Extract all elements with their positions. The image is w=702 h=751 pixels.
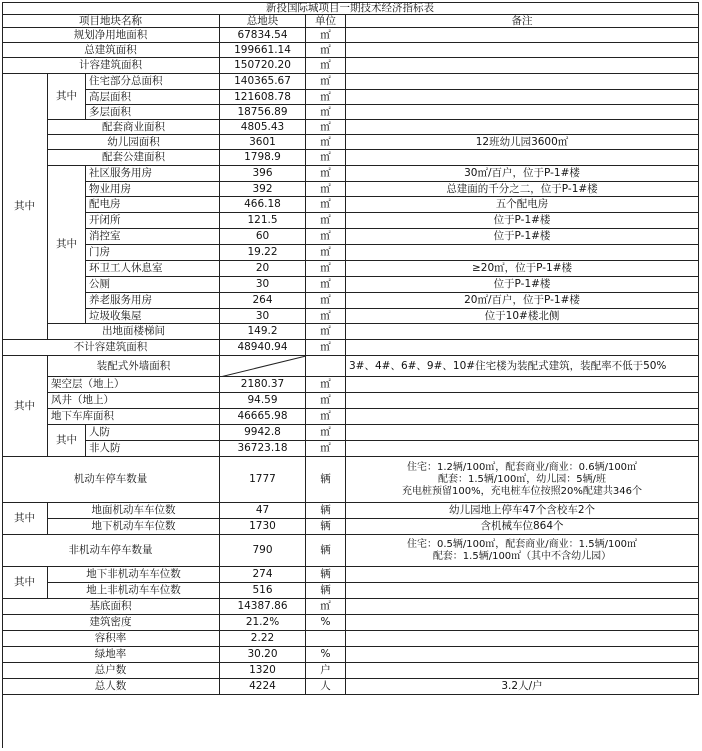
economic-indicator-table	[2, 2, 699, 748]
row-unit: 辆	[306, 519, 346, 535]
row-label: 多层面积	[86, 105, 220, 120]
row-remark	[346, 393, 699, 409]
row-value: 516	[220, 583, 306, 599]
row-remark: 位于10#楼北侧	[346, 309, 699, 324]
row-remark: 位于P-1#楼	[346, 213, 699, 229]
row-label: 养老服务用房	[86, 293, 220, 309]
row-value: 2180.37	[220, 377, 306, 393]
row-value: 1730	[220, 519, 306, 535]
row-remark: 3.2人/户	[346, 679, 699, 695]
row-remark	[346, 567, 699, 583]
row-label: 开闭所	[86, 213, 220, 229]
group-label: 其中	[2, 503, 48, 535]
row-value: 274	[220, 567, 306, 583]
row-value: 466.18	[220, 197, 306, 213]
row-value: 47	[220, 503, 306, 519]
row-remark: 3#、4#、6#、9#、10#住宅楼为装配式建筑，装配率不低于50%	[346, 356, 699, 377]
row-value: 94.59	[220, 393, 306, 409]
row-unit: ㎡	[306, 166, 346, 182]
row-label: 规划净用地面积	[2, 28, 220, 43]
row-remark	[346, 599, 699, 615]
row-unit: ㎡	[306, 293, 346, 309]
header-item: 项目地块名称	[2, 15, 220, 28]
row-unit: ㎡	[306, 105, 346, 120]
row-label: 配套公建面积	[48, 150, 220, 166]
row-label: 配套商业面积	[48, 120, 220, 135]
row-value: 20	[220, 261, 306, 277]
row-value: 790	[220, 535, 306, 567]
row-label: 地面机动车车位数	[48, 503, 220, 519]
row-remark	[346, 43, 699, 58]
header-total: 总地块	[220, 15, 306, 28]
row-value: 30	[220, 309, 306, 324]
row-remark	[346, 340, 699, 356]
row-label: 人防	[86, 425, 220, 441]
row-label: 垃圾收集屋	[86, 309, 220, 324]
row-remark: 幼儿园地上停车47个含校车2个	[346, 503, 699, 519]
row-unit: ㎡	[306, 261, 346, 277]
row-label: 门房	[86, 245, 220, 261]
group-label: 其中	[48, 425, 86, 457]
row-remark	[346, 409, 699, 425]
row-remark: 含机械车位864个	[346, 519, 699, 535]
row-unit: ㎡	[306, 393, 346, 409]
row-remark	[346, 120, 699, 135]
row-label: 计容建筑面积	[2, 58, 220, 74]
row-value: 1798.9	[220, 150, 306, 166]
row-value: 30.20	[220, 647, 306, 663]
row-label: 出地面楼梯间	[48, 324, 220, 340]
row-label: 机动车停车数量	[2, 457, 220, 503]
row-remark	[346, 583, 699, 599]
row-unit: ㎡	[306, 43, 346, 58]
row-remark	[346, 425, 699, 441]
row-label: 绿地率	[2, 647, 220, 663]
row-label: 总户数	[2, 663, 220, 679]
row-unit	[306, 356, 346, 377]
header-unit: 单位	[306, 15, 346, 28]
row-value: 392	[220, 182, 306, 197]
row-value: 36723.18	[220, 441, 306, 457]
group-label: 其中	[2, 74, 48, 340]
group-label: 其中	[2, 356, 48, 457]
row-unit: ㎡	[306, 213, 346, 229]
row-unit: ㎡	[306, 309, 346, 324]
row-remark: 20㎡/百户，位于P-1#楼	[346, 293, 699, 309]
row-value: 46665.98	[220, 409, 306, 425]
row-unit: 辆	[306, 457, 346, 503]
row-unit: 辆	[306, 567, 346, 583]
row-value: 199661.14	[220, 43, 306, 58]
row-remark	[346, 324, 699, 340]
row-unit: %	[306, 647, 346, 663]
row-unit: ㎡	[306, 58, 346, 74]
row-label: 消控室	[86, 229, 220, 245]
row-label: 总建筑面积	[2, 43, 220, 58]
row-unit: ㎡	[306, 377, 346, 393]
row-unit: ㎡	[306, 324, 346, 340]
row-remark	[346, 105, 699, 120]
remark-line: 配套：1.5辆/100㎡（其中不含幼儿园）	[432, 550, 612, 562]
row-label: 配电房	[86, 197, 220, 213]
row-remark	[346, 150, 699, 166]
remark-line: 住宅：1.2辆/100㎡，配套商业/商业：0.6辆/100㎡	[406, 461, 638, 473]
row-remark	[346, 615, 699, 631]
row-unit: 辆	[306, 583, 346, 599]
row-value: 19.22	[220, 245, 306, 261]
row-unit: ㎡	[306, 74, 346, 90]
row-value: 3601	[220, 135, 306, 150]
remark-line: 住宅：0.5辆/100㎡，配套商业/商业：1.5辆/100㎡	[406, 538, 638, 550]
remark-line: 充电桩预留100%，充电桩车位按照20%配建共346个	[402, 485, 642, 497]
row-unit: 辆	[306, 503, 346, 519]
row-label: 非机动车停车数量	[2, 535, 220, 567]
row-remark: 总建面的千分之二，位于P-1#楼	[346, 182, 699, 197]
row-label: 地下车库面积	[48, 409, 220, 425]
row-value: 1320	[220, 663, 306, 679]
row-value: 21.2%	[220, 615, 306, 631]
row-remark	[346, 441, 699, 457]
row-remark: ≥20㎡，位于P-1#楼	[346, 261, 699, 277]
row-unit: ㎡	[306, 340, 346, 356]
row-remark: 五个配电房	[346, 197, 699, 213]
row-value: 67834.54	[220, 28, 306, 43]
row-unit: %	[306, 615, 346, 631]
row-label: 基底面积	[2, 599, 220, 615]
row-remark	[346, 74, 699, 90]
row-remark	[346, 28, 699, 43]
row-remark: 12班幼儿园3600㎡	[346, 135, 699, 150]
row-remark: 位于P-1#楼	[346, 277, 699, 293]
row-label: 容积率	[2, 631, 220, 647]
row-unit: 户	[306, 663, 346, 679]
group-label: 其中	[48, 74, 86, 120]
table-title: 新投国际城项目一期技术经济指标表	[2, 2, 699, 15]
row-remark	[346, 58, 699, 74]
row-value: 9942.8	[220, 425, 306, 441]
header-remark: 备注	[346, 15, 699, 28]
row-unit: ㎡	[306, 245, 346, 261]
row-label: 物业用房	[86, 182, 220, 197]
row-label: 地下非机动车车位数	[48, 567, 220, 583]
row-unit: ㎡	[306, 150, 346, 166]
row-value: 4224	[220, 679, 306, 695]
row-label: 社区服务用房	[86, 166, 220, 182]
row-label: 地下机动车车位数	[48, 519, 220, 535]
row-value: 150720.20	[220, 58, 306, 74]
row-value: 2.22	[220, 631, 306, 647]
row-unit: ㎡	[306, 182, 346, 197]
row-value: 18756.89	[220, 105, 306, 120]
row-unit: ㎡	[306, 135, 346, 150]
row-remark	[346, 90, 699, 105]
row-unit: 人	[306, 679, 346, 695]
row-value: 60	[220, 229, 306, 245]
row-label: 公厕	[86, 277, 220, 293]
row-remark	[346, 457, 699, 503]
row-remark: 位于P-1#楼	[346, 229, 699, 245]
row-label: 高层面积	[86, 90, 220, 105]
row-unit: ㎡	[306, 120, 346, 135]
row-unit	[306, 631, 346, 647]
row-remark	[346, 631, 699, 647]
row-value	[220, 356, 306, 377]
row-unit: ㎡	[306, 28, 346, 43]
row-unit: ㎡	[306, 90, 346, 105]
row-label: 环卫工人休息室	[86, 261, 220, 277]
row-label: 建筑密度	[2, 615, 220, 631]
group-label: 其中	[2, 567, 48, 599]
row-label: 装配式外墙面积	[48, 356, 220, 377]
row-label: 幼儿园面积	[48, 135, 220, 150]
row-value: 48940.94	[220, 340, 306, 356]
row-value: 121608.78	[220, 90, 306, 105]
group-label: 其中	[48, 166, 86, 324]
row-remark	[346, 377, 699, 393]
row-remark	[346, 535, 699, 567]
row-unit: ㎡	[306, 277, 346, 293]
row-label: 非人防	[86, 441, 220, 457]
row-unit: 辆	[306, 535, 346, 567]
row-remark	[346, 647, 699, 663]
row-value: 149.2	[220, 324, 306, 340]
row-value: 14387.86	[220, 599, 306, 615]
row-unit: ㎡	[306, 409, 346, 425]
row-value: 4805.43	[220, 120, 306, 135]
remark-line: 配套：1.5辆/100㎡，幼儿园：5辆/班	[437, 473, 607, 485]
row-label: 架空层（地上）	[48, 377, 220, 393]
row-value: 121.5	[220, 213, 306, 229]
row-label: 住宅部分总面积	[86, 74, 220, 90]
row-remark	[346, 663, 699, 679]
row-label: 地上非机动车车位数	[48, 583, 220, 599]
row-unit: ㎡	[306, 441, 346, 457]
row-value: 264	[220, 293, 306, 309]
row-value: 30	[220, 277, 306, 293]
row-value: 396	[220, 166, 306, 182]
row-label: 总人数	[2, 679, 220, 695]
row-value: 140365.67	[220, 74, 306, 90]
row-remark: 30㎡/百户，位于P-1#楼	[346, 166, 699, 182]
row-remark	[346, 245, 699, 261]
row-label: 不计容建筑面积	[2, 340, 220, 356]
row-unit: ㎡	[306, 197, 346, 213]
row-unit: ㎡	[306, 599, 346, 615]
row-unit: ㎡	[306, 229, 346, 245]
row-value: 1777	[220, 457, 306, 503]
row-unit: ㎡	[306, 425, 346, 441]
row-label: 风井（地上）	[48, 393, 220, 409]
